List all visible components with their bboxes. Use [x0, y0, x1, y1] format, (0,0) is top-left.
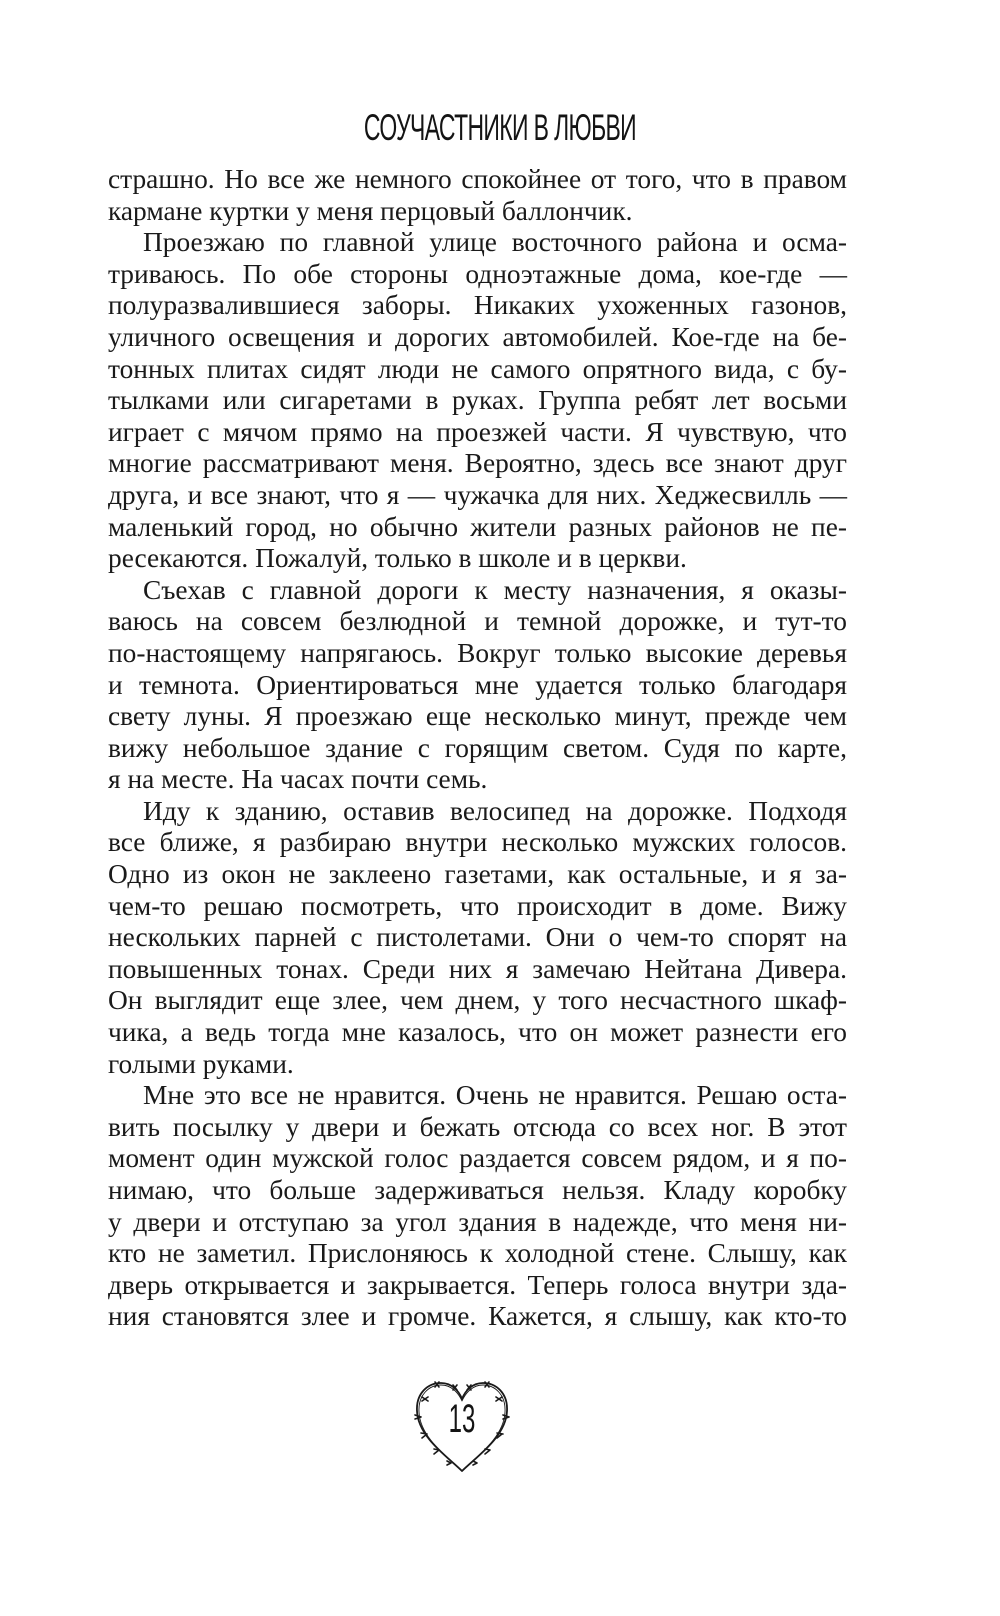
text-line: маленький город, но обычно жители разных районов не пе-	[108, 511, 847, 542]
text-line: нескольких парней с пистолетами. Они о чем-то спорят на	[108, 922, 847, 953]
text-line: друга, и все знают, что я — чужачка для них. Хеджесвилль —	[108, 479, 847, 510]
text-line: Иду к зданию, оставив велосипед на дорожке. Подходя	[143, 795, 847, 826]
text-line: чем-то решаю посмотреть, что происходит в доме. Вижу	[108, 890, 847, 921]
text-line: свету луны. Я проезжаю еще несколько минут, прежде чем	[108, 701, 847, 732]
text-line: Съехав с главной дороги к месту назначения, я оказы-	[143, 574, 847, 605]
text-line: ресекаются. Пожалуй, только в школе и в церкви.	[108, 543, 687, 574]
text-line: Мне это все не нравится. Очень не нравится. Решаю оста-	[143, 1080, 847, 1111]
page-number-ornament	[408, 1375, 516, 1483]
text-line: повышенных тонах. Среди них я замечаю Нейтана Дивера.	[108, 953, 847, 984]
text-line: полуразвалившиеся заборы. Никаких ухоженных газонов,	[108, 290, 847, 321]
text-line: вить посылку у двери и бежать отсюда со всех ног. В этот	[108, 1111, 847, 1142]
text-line: уличного освещения и дорогих автомобилей. Кое-где на бе-	[108, 321, 847, 352]
text-line: все ближе, я разбираю внутри несколько мужских голосов.	[108, 827, 847, 858]
page-number: 13	[448, 1397, 476, 1441]
text-line: Одно из окон не заклеено газетами, как остальные, и я за-	[108, 859, 847, 890]
text-line: и темнота. Ориентироваться мне удается только благодаря	[108, 669, 847, 700]
text-line: голыми руками.	[108, 1048, 294, 1079]
text-line: многие рассматривают меня. Вероятно, здесь все знают друг	[108, 448, 847, 479]
text-line: дверь открывается и закрывается. Теперь голоса внутри зда-	[108, 1269, 847, 1300]
text-line: Он выглядит еще злее, чем днем, у того несчастного шкаф-	[108, 985, 847, 1016]
text-line: играет с мячом прямо на проезжей части. Я чувствую, что	[108, 416, 847, 447]
text-line: триваюсь. По обе стороны одноэтажные дома, кое-где —	[108, 258, 847, 289]
text-line: ния становятся злее и громче. Кажется, я слышу, как кто-то	[108, 1301, 847, 1332]
text-line: момент один мужской голос раздается совсем рядом, и я по-	[108, 1143, 847, 1174]
text-line: кармане куртки у меня перцовый баллончик.	[108, 195, 633, 226]
text-line: у двери и отступаю за угол здания в надежде, что меня ни-	[108, 1206, 847, 1237]
text-line: тонных плитах сидят люди не самого опрятного вида, с бу-	[108, 353, 847, 384]
text-line: кто не заметил. Прислоняюсь к холодной стене. Слышу, как	[108, 1238, 847, 1269]
text-line: нимаю, что больше задерживаться нельзя. Кладу коробку	[108, 1175, 847, 1205]
text-line: тылками или сигаретами в руках. Группа ребят лет восьми	[108, 385, 847, 416]
text-line: ваюсь на совсем безлюдной и темной дорожке, и тут-то	[108, 606, 847, 637]
text-line: страшно. Но все же немного спокойнее от того, что в правом	[108, 164, 847, 194]
text-line: я на месте. На часах почти семь.	[108, 764, 488, 795]
text-line: чика, а ведь тогда мне казалось, что он может разнести его	[108, 1017, 847, 1048]
text-line: по-настоящему напрягаюсь. Вокруг только высокие деревья	[108, 637, 847, 668]
text-line: Проезжаю по главной улице восточного района и осма-	[143, 227, 847, 258]
running-title: СОУЧАСТНИКИ В ЛЮБВИ	[363, 107, 637, 148]
text-line: вижу небольшое здание с горящим светом. Судя по карте,	[108, 732, 847, 763]
body-text	[108, 164, 847, 1333]
